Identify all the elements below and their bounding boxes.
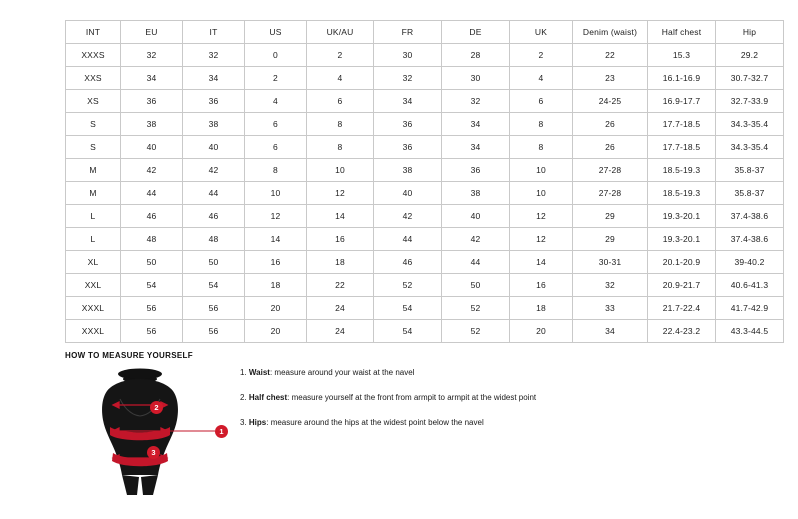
note-text: : measure yourself at the front from armpit to armpit at the widest point bbox=[287, 393, 537, 402]
cell-fr: 30 bbox=[374, 44, 442, 67]
size-chart-container bbox=[65, 20, 769, 343]
cell-de: 30 bbox=[442, 67, 510, 90]
cell-ukau: 8 bbox=[307, 136, 374, 159]
cell-hip: 32.7-33.9 bbox=[716, 90, 784, 113]
cell-eu: 42 bbox=[121, 159, 183, 182]
cell-denim-waist: 22 bbox=[573, 44, 648, 67]
cell-us: 14 bbox=[245, 228, 307, 251]
cell-hip: 30.7-32.7 bbox=[716, 67, 784, 90]
cell-fr: 32 bbox=[374, 67, 442, 90]
table-row bbox=[66, 159, 784, 182]
table-row bbox=[66, 90, 784, 113]
table-row bbox=[66, 297, 784, 320]
cell-int: XS bbox=[66, 90, 121, 113]
measure-note-hips bbox=[240, 417, 720, 429]
cell-denim-waist: 34 bbox=[573, 320, 648, 343]
cell-de: 32 bbox=[442, 90, 510, 113]
cell-int: XXXS bbox=[66, 44, 121, 67]
cell-eu: 36 bbox=[121, 90, 183, 113]
table-header bbox=[66, 21, 784, 44]
cell-de: 52 bbox=[442, 297, 510, 320]
cell-us: 16 bbox=[245, 251, 307, 274]
cell-eu: 56 bbox=[121, 297, 183, 320]
cell-eu: 44 bbox=[121, 182, 183, 205]
cell-eu: 34 bbox=[121, 67, 183, 90]
cell-denim-waist: 33 bbox=[573, 297, 648, 320]
cell-it: 32 bbox=[183, 44, 245, 67]
note-term: Waist bbox=[248, 368, 270, 377]
cell-hip: 29.2 bbox=[716, 44, 784, 67]
cell-fr: 44 bbox=[374, 228, 442, 251]
cell-it: 54 bbox=[183, 274, 245, 297]
cell-hip: 39-40.2 bbox=[716, 251, 784, 274]
cell-denim-waist: 32 bbox=[573, 274, 648, 297]
marker-waist: 1 bbox=[215, 425, 228, 438]
column-header-eu: EU bbox=[121, 21, 183, 44]
cell-fr: 38 bbox=[374, 159, 442, 182]
cell-uk: 14 bbox=[510, 251, 573, 274]
header-row bbox=[66, 21, 784, 44]
column-header-int: INT bbox=[66, 21, 121, 44]
cell-half-chest: 19.3-20.1 bbox=[648, 205, 716, 228]
note-number: 3. bbox=[240, 418, 247, 427]
cell-denim-waist: 30-31 bbox=[573, 251, 648, 274]
cell-us: 20 bbox=[245, 320, 307, 343]
mannequin-figure bbox=[65, 365, 224, 495]
cell-half-chest: 16.9-17.7 bbox=[648, 90, 716, 113]
cell-eu: 46 bbox=[121, 205, 183, 228]
cell-denim-waist: 23 bbox=[573, 67, 648, 90]
cell-half-chest: 22.4-23.2 bbox=[648, 320, 716, 343]
cell-hip: 37.4-38.6 bbox=[716, 228, 784, 251]
marker-half-chest: 2 bbox=[150, 401, 163, 414]
cell-ukau: 12 bbox=[307, 182, 374, 205]
cell-uk: 10 bbox=[510, 159, 573, 182]
cell-denim-waist: 29 bbox=[573, 205, 648, 228]
cell-half-chest: 17.7-18.5 bbox=[648, 136, 716, 159]
cell-int: XXXL bbox=[66, 297, 121, 320]
cell-hip: 35.8-37 bbox=[716, 159, 784, 182]
cell-hip: 34.3-35.4 bbox=[716, 113, 784, 136]
cell-int: M bbox=[66, 159, 121, 182]
cell-fr: 36 bbox=[374, 136, 442, 159]
cell-uk: 18 bbox=[510, 297, 573, 320]
cell-it: 42 bbox=[183, 159, 245, 182]
cell-ukau: 24 bbox=[307, 297, 374, 320]
cell-half-chest: 16.1-16.9 bbox=[648, 67, 716, 90]
cell-de: 38 bbox=[442, 182, 510, 205]
column-header-de: DE bbox=[442, 21, 510, 44]
cell-it: 40 bbox=[183, 136, 245, 159]
column-header-half-chest: Half chest bbox=[648, 21, 716, 44]
cell-ukau: 10 bbox=[307, 159, 374, 182]
cell-ukau: 24 bbox=[307, 320, 374, 343]
cell-hip: 35.8-37 bbox=[716, 182, 784, 205]
cell-uk: 12 bbox=[510, 228, 573, 251]
cell-fr: 34 bbox=[374, 90, 442, 113]
cell-de: 52 bbox=[442, 320, 510, 343]
note-term: Hips bbox=[248, 418, 267, 427]
column-header-ukau: UK/AU bbox=[307, 21, 374, 44]
cell-fr: 40 bbox=[374, 182, 442, 205]
cell-int: XXXL bbox=[66, 320, 121, 343]
column-header-it: IT bbox=[183, 21, 245, 44]
table-row bbox=[66, 205, 784, 228]
cell-denim-waist: 27-28 bbox=[573, 182, 648, 205]
cell-uk: 2 bbox=[510, 44, 573, 67]
cell-eu: 48 bbox=[121, 228, 183, 251]
cell-eu: 56 bbox=[121, 320, 183, 343]
cell-eu: 54 bbox=[121, 274, 183, 297]
cell-denim-waist: 26 bbox=[573, 113, 648, 136]
note-text: : measure around your waist at the navel bbox=[269, 368, 415, 377]
cell-half-chest: 20.9-21.7 bbox=[648, 274, 716, 297]
cell-denim-waist: 26 bbox=[573, 136, 648, 159]
cell-eu: 40 bbox=[121, 136, 183, 159]
cell-it: 48 bbox=[183, 228, 245, 251]
cell-ukau: 8 bbox=[307, 113, 374, 136]
column-header-fr: FR bbox=[374, 21, 442, 44]
cell-int: L bbox=[66, 205, 121, 228]
cell-ukau: 16 bbox=[307, 228, 374, 251]
cell-us: 4 bbox=[245, 90, 307, 113]
cell-de: 36 bbox=[442, 159, 510, 182]
cell-half-chest: 18.5-19.3 bbox=[648, 159, 716, 182]
cell-de: 50 bbox=[442, 274, 510, 297]
cell-us: 6 bbox=[245, 113, 307, 136]
cell-eu: 38 bbox=[121, 113, 183, 136]
cell-ukau: 14 bbox=[307, 205, 374, 228]
cell-de: 34 bbox=[442, 136, 510, 159]
note-number: 1. bbox=[240, 368, 247, 377]
cell-ukau: 18 bbox=[307, 251, 374, 274]
marker-hips: 3 bbox=[147, 446, 160, 459]
cell-int: XXS bbox=[66, 67, 121, 90]
cell-half-chest: 17.7-18.5 bbox=[648, 113, 716, 136]
cell-half-chest: 21.7-22.4 bbox=[648, 297, 716, 320]
cell-denim-waist: 29 bbox=[573, 228, 648, 251]
cell-int: M bbox=[66, 182, 121, 205]
cell-fr: 42 bbox=[374, 205, 442, 228]
cell-it: 44 bbox=[183, 182, 245, 205]
cell-uk: 4 bbox=[510, 67, 573, 90]
cell-us: 12 bbox=[245, 205, 307, 228]
column-header-uk: UK bbox=[510, 21, 573, 44]
cell-it: 46 bbox=[183, 205, 245, 228]
cell-fr: 54 bbox=[374, 297, 442, 320]
cell-us: 6 bbox=[245, 136, 307, 159]
cell-ukau: 2 bbox=[307, 44, 374, 67]
cell-int: L bbox=[66, 228, 121, 251]
cell-fr: 36 bbox=[374, 113, 442, 136]
note-text: : measure around the hips at the widest point below the navel bbox=[266, 418, 484, 427]
cell-fr: 46 bbox=[374, 251, 442, 274]
cell-hip: 43.3-44.5 bbox=[716, 320, 784, 343]
cell-denim-waist: 24-25 bbox=[573, 90, 648, 113]
measure-note-half-chest bbox=[240, 392, 720, 404]
table-row bbox=[66, 136, 784, 159]
cell-uk: 8 bbox=[510, 113, 573, 136]
how-to-measure-section bbox=[65, 365, 725, 495]
cell-uk: 10 bbox=[510, 182, 573, 205]
cell-ukau: 22 bbox=[307, 274, 374, 297]
table-row bbox=[66, 274, 784, 297]
table-row bbox=[66, 228, 784, 251]
table-row bbox=[66, 320, 784, 343]
size-chart-table bbox=[65, 20, 784, 343]
cell-uk: 6 bbox=[510, 90, 573, 113]
cell-eu: 50 bbox=[121, 251, 183, 274]
cell-int: XL bbox=[66, 251, 121, 274]
measure-notes-list bbox=[240, 367, 720, 442]
cell-de: 34 bbox=[442, 113, 510, 136]
column-header-hip: Hip bbox=[716, 21, 784, 44]
cell-it: 56 bbox=[183, 320, 245, 343]
cell-us: 0 bbox=[245, 44, 307, 67]
table-row bbox=[66, 44, 784, 67]
note-term: Half chest bbox=[248, 393, 288, 402]
table-row bbox=[66, 182, 784, 205]
column-header-us: US bbox=[245, 21, 307, 44]
cell-int: S bbox=[66, 113, 121, 136]
cell-de: 40 bbox=[442, 205, 510, 228]
cell-it: 36 bbox=[183, 90, 245, 113]
table-row bbox=[66, 113, 784, 136]
cell-half-chest: 20.1-20.9 bbox=[648, 251, 716, 274]
cell-fr: 54 bbox=[374, 320, 442, 343]
cell-de: 44 bbox=[442, 251, 510, 274]
cell-fr: 52 bbox=[374, 274, 442, 297]
column-header-denim-waist: Denim (waist) bbox=[573, 21, 648, 44]
cell-de: 42 bbox=[442, 228, 510, 251]
cell-hip: 40.6-41.3 bbox=[716, 274, 784, 297]
how-to-measure-title: HOW TO MEASURE YOURSELF bbox=[65, 351, 193, 360]
table-body bbox=[66, 44, 784, 343]
table-row bbox=[66, 67, 784, 90]
cell-half-chest: 19.3-20.1 bbox=[648, 228, 716, 251]
cell-int: XXL bbox=[66, 274, 121, 297]
cell-uk: 20 bbox=[510, 320, 573, 343]
table-row bbox=[66, 251, 784, 274]
cell-ukau: 4 bbox=[307, 67, 374, 90]
cell-uk: 8 bbox=[510, 136, 573, 159]
cell-us: 10 bbox=[245, 182, 307, 205]
cell-us: 8 bbox=[245, 159, 307, 182]
measure-note-waist bbox=[240, 367, 720, 379]
cell-hip: 37.4-38.6 bbox=[716, 205, 784, 228]
cell-uk: 12 bbox=[510, 205, 573, 228]
cell-it: 50 bbox=[183, 251, 245, 274]
cell-half-chest: 15.3 bbox=[648, 44, 716, 67]
cell-de: 28 bbox=[442, 44, 510, 67]
cell-half-chest: 18.5-19.3 bbox=[648, 182, 716, 205]
cell-hip: 34.3-35.4 bbox=[716, 136, 784, 159]
cell-eu: 32 bbox=[121, 44, 183, 67]
cell-denim-waist: 27-28 bbox=[573, 159, 648, 182]
cell-uk: 16 bbox=[510, 274, 573, 297]
cell-int: S bbox=[66, 136, 121, 159]
cell-hip: 41.7-42.9 bbox=[716, 297, 784, 320]
cell-it: 34 bbox=[183, 67, 245, 90]
cell-us: 18 bbox=[245, 274, 307, 297]
cell-us: 2 bbox=[245, 67, 307, 90]
cell-ukau: 6 bbox=[307, 90, 374, 113]
note-number: 2. bbox=[240, 393, 247, 402]
cell-it: 56 bbox=[183, 297, 245, 320]
mannequin-illustration bbox=[65, 365, 215, 495]
cell-us: 20 bbox=[245, 297, 307, 320]
cell-it: 38 bbox=[183, 113, 245, 136]
